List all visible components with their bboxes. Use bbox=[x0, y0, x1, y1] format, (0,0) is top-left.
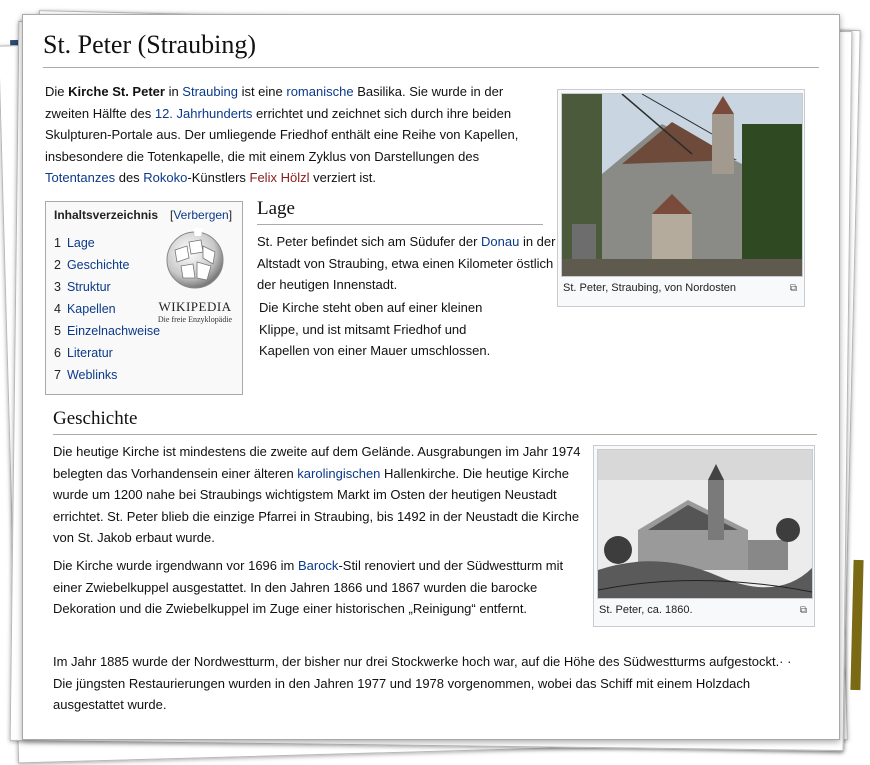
toc-item-einzelnachweise[interactable] bbox=[54, 320, 160, 342]
intro-paragraph bbox=[45, 81, 535, 189]
magnify-icon[interactable]: ⧉ bbox=[799, 605, 807, 616]
church-photo-image bbox=[562, 94, 802, 276]
toc-item-label: Weblinks bbox=[66, 368, 118, 382]
toc-item-label: Literatur bbox=[66, 346, 113, 360]
text: -Stil renoviert und der Südwestturm mit einer Zwiebelkuppel ausgestattet. In den Jahren 1866 und 1867 wurden die barocke Dekoration und die Zwiebelkuppel im Zuge einer historischen „Reinigung“ entfernt. bbox=[53, 558, 564, 616]
link-12-jahrhunderts[interactable]: 12. Jahrhunderts bbox=[154, 105, 253, 121]
background-page-edge bbox=[850, 560, 863, 690]
toc-item-lage[interactable] bbox=[54, 232, 160, 254]
toc-item-number: 1 bbox=[54, 236, 61, 250]
toc-item-number: 3 bbox=[54, 280, 61, 294]
toc-list bbox=[54, 232, 160, 386]
link-totentanzes[interactable]: Totentanzes bbox=[45, 170, 116, 185]
text: in bbox=[164, 84, 183, 99]
lage-paragraph-1 bbox=[257, 231, 557, 296]
table-of-contents bbox=[45, 201, 243, 395]
text: St. Peter befindet sich am Südufer der bbox=[257, 234, 482, 249]
text: ist eine bbox=[237, 84, 287, 99]
bold-term: Kirche St. Peter bbox=[68, 84, 165, 99]
geschichte-paragraph-3 bbox=[53, 651, 813, 716]
figure-historic-engraving bbox=[593, 445, 815, 627]
toc-item-number: 7 bbox=[54, 368, 61, 382]
wikipedia-globe-icon bbox=[163, 228, 227, 292]
wikipedia-wordmark: WIKIPEDIA bbox=[158, 299, 232, 314]
toc-item-struktur[interactable] bbox=[54, 276, 160, 298]
toc-item-number: 5 bbox=[54, 324, 61, 338]
text: Basilika. Sie wurde in der zweiten Hälfte des bbox=[45, 84, 504, 121]
toc-title: Inhaltsverzeichnis bbox=[54, 208, 159, 222]
magnify-icon[interactable]: ⧉ bbox=[789, 283, 797, 294]
toc-item-literatur[interactable] bbox=[54, 342, 160, 364]
engraving-image bbox=[598, 450, 812, 598]
text: in der Altstadt von Straubing, etwa einen Kilometer östlich der heutigen Innenstadt. bbox=[257, 234, 556, 292]
caption-text: St. Peter, Straubing, von Nordosten bbox=[563, 282, 737, 294]
toc-item-geschichte[interactable] bbox=[54, 254, 160, 276]
toc-toggle-link[interactable]: [Verbergen] bbox=[170, 208, 233, 222]
link-karolingischen[interactable]: karolingischen bbox=[297, 465, 381, 481]
figure-church-photo bbox=[557, 89, 805, 307]
lage-paragraph-2 bbox=[259, 297, 499, 362]
geschichte-paragraph-1 bbox=[53, 441, 583, 549]
link-barock[interactable]: Barock bbox=[297, 558, 339, 573]
text: des bbox=[115, 170, 144, 185]
historic-engraving[interactable] bbox=[597, 449, 813, 599]
toc-item-number: 2 bbox=[54, 258, 61, 272]
text: Die bbox=[45, 84, 69, 99]
text: errichtet und zeichnet sich durch ihre beiden Skulpturen-Portale aus. Der umliegende Friedhof enthält eine Reihe von Kapellen, insbesondere die Totenkapelle, die mit einem Zyklus von Darstellungen des bbox=[45, 105, 519, 164]
toc-item-label: Geschichte bbox=[66, 258, 130, 272]
text: Die heutige Kirche ist mindestens die zweite auf dem Gelände. Ausgrabungen im Jahr 1974 belegten das Vorhandensein einer älteren bbox=[53, 444, 581, 481]
link-rokoko[interactable]: Rokoko bbox=[143, 170, 188, 185]
toc-item-weblinks[interactable] bbox=[54, 364, 160, 386]
link-romanische[interactable]: romanische bbox=[286, 84, 354, 99]
toc-item-label: Einzelnachweise bbox=[66, 324, 161, 338]
wikipedia-logo bbox=[150, 228, 240, 324]
toc-item-label: Lage bbox=[66, 236, 95, 250]
heading-lage: Lage bbox=[257, 197, 543, 225]
link-donau[interactable]: Donau bbox=[481, 234, 520, 249]
figure-caption bbox=[561, 282, 801, 294]
toc-item-label: Struktur bbox=[66, 280, 111, 294]
text: verziert ist. bbox=[309, 170, 376, 185]
page-title: St. Peter (Straubing) bbox=[43, 29, 819, 68]
church-photo[interactable] bbox=[561, 93, 803, 277]
link-straubing[interactable]: Straubing bbox=[182, 84, 238, 99]
article-page bbox=[22, 14, 840, 740]
text: -Künstlers bbox=[187, 170, 250, 185]
text: Die Kirche steht oben auf einer kleinen Klippe, und ist mitsamt Friedhof und Kapellen von einer Mauer umschlossen. bbox=[259, 300, 491, 358]
toc-item-number: 6 bbox=[54, 346, 61, 360]
text: Im Jahr 1885 wurde der Nordwestturm, der bisher nur drei Stockwerke hoch war, auf die Höhe des Südwestturms aufgestockt.· · Die jüngsten Restaurierungen wurden in den Jahren 1977 und 1978 vorgenommen, wobei das Schiff mit einem Holzdach ausgestattet wurde. bbox=[53, 654, 792, 712]
toc-item-kapellen[interactable] bbox=[54, 298, 160, 320]
text: Die Kirche wurde irgendwann vor 1696 im bbox=[53, 558, 298, 573]
toc-item-number: 4 bbox=[54, 302, 61, 316]
wikipedia-tagline: Die freie Enzyklopädie bbox=[157, 315, 233, 324]
toc-item-label: Kapellen bbox=[66, 302, 116, 316]
text: Hallenkirche. Die heutige Kirche wurde um 1200 nahe bei Straubings wichtigstem Markt im Osten der heutigen Neustadt errichtet. St. Peter blieb die einzige Pfarrei in Straubing, bis 1492 in der Neustadt die Kirche von St. Jakob erbaut wurde. bbox=[53, 465, 580, 545]
figure-caption bbox=[597, 604, 811, 616]
link-felix-hoelzl[interactable]: Felix Hölzl bbox=[249, 170, 310, 185]
heading-geschichte: Geschichte bbox=[53, 407, 817, 435]
geschichte-paragraph-2 bbox=[53, 555, 583, 620]
caption-text: St. Peter, ca. 1860. bbox=[599, 604, 693, 616]
